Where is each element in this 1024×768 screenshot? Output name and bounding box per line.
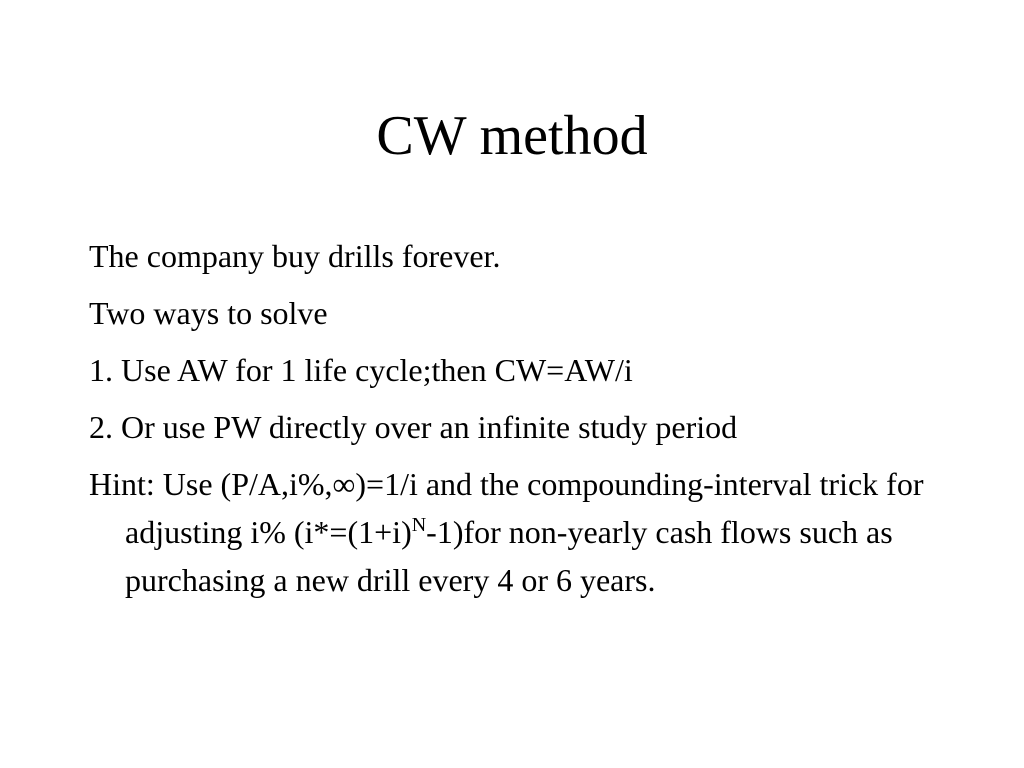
hint-superscript: N xyxy=(411,514,427,536)
bullet-item-3: 1. Use AW for 1 life cycle;then CW=AW/i xyxy=(89,352,633,388)
slide-title: CW method xyxy=(376,105,648,167)
bullet-item-4: 2. Or use PW directly over an infinite study period xyxy=(89,409,738,445)
bullet-list xyxy=(89,232,939,613)
hint-text-after: -1)for non-yearly cash flows such as purchasing a new drill every 4 or 6 years. xyxy=(125,514,893,598)
hint-text-before: Hint: Use (P/A,i%,∞)=1/i and the compounding-interval trick for adjusting i% (i*=(1+i) xyxy=(89,466,924,550)
bullet-item-2: Two ways to solve xyxy=(89,295,328,331)
bullet-item-hint xyxy=(89,460,939,604)
bullet-item-1: The company buy drills forever. xyxy=(89,238,501,274)
